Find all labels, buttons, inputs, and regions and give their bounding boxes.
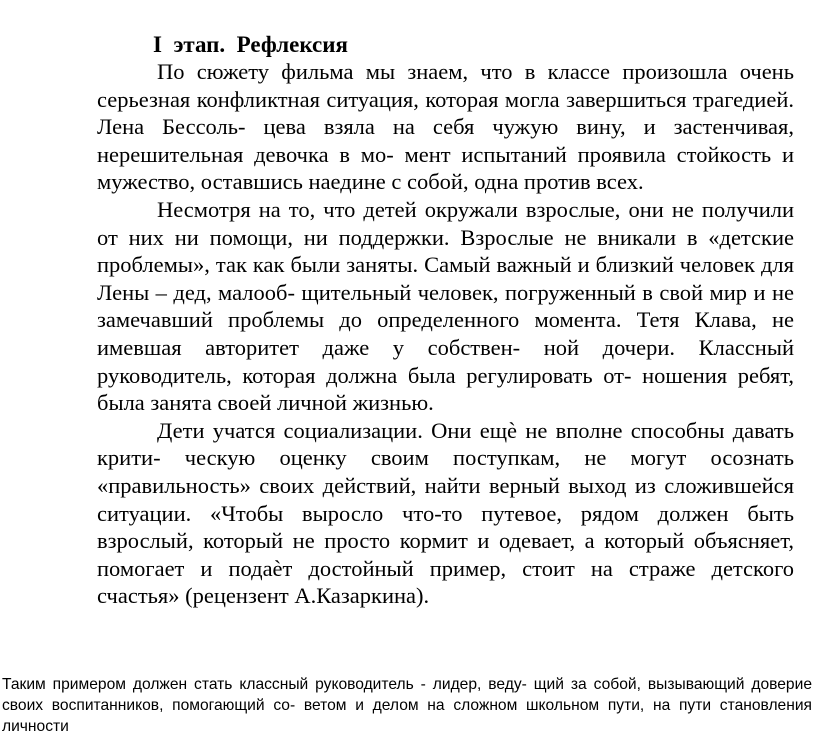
footer-caption: Таким примером должен стать классный руководитель - лидер, веду- щий за собой, вызывающий доверие своих воспитанников, помогающий со- ветом и делом на сложном школьном пути, на пути становления личности	[2, 676, 812, 735]
section-heading: I этап. Рефлексия	[153, 32, 348, 57]
paragraph-socialization: Дети учатся социализации. Они ещѐ не вполне способны давать крити- ческую оценку своим поступкам, не могут осознать «правильность» своих действий, найти верный выход из сложившейся ситуации. «Чтобы выросло что-то путевое, рядом должен быть взрослый, который не просто кормит и одевает, а который объясняет, помогает и подаѐт достойный пример, стоит на страже детского счастья» (рецензент А.Казаркина).	[97, 417, 794, 609]
body-text	[97, 58, 794, 610]
paragraph-adults: Несмотря на то, что детей окружали взрослые, они не получили от них ни помощи, ни поддержки. Взрослые не вникали в «детские проблемы», так как были заняты. Самый важный и близкий человек для Лены – дед, малооб- щительный человек, погруженный в свой мир и не замечавший проблемы до определенного момента. Тетя Клава, не имевшая авторитет даже у собствен- ной дочери. Классный руководитель, которая должна была регулировать от- ношения ребят, была занята своей личной жизнью.	[97, 196, 794, 416]
paragraph-plot-summary: По сюжету фильма мы знаем, что в классе произошла очень серьезная конфликтная ситуация, которая могла завершиться трагедией. Лена Бессоль- цева взяла на себя чужую вину, и застенчивая, нерешительная девочка в мо- мент испытаний проявила стойкость и мужество, оставшись наедине с собой, одна против всех.	[97, 59, 794, 195]
